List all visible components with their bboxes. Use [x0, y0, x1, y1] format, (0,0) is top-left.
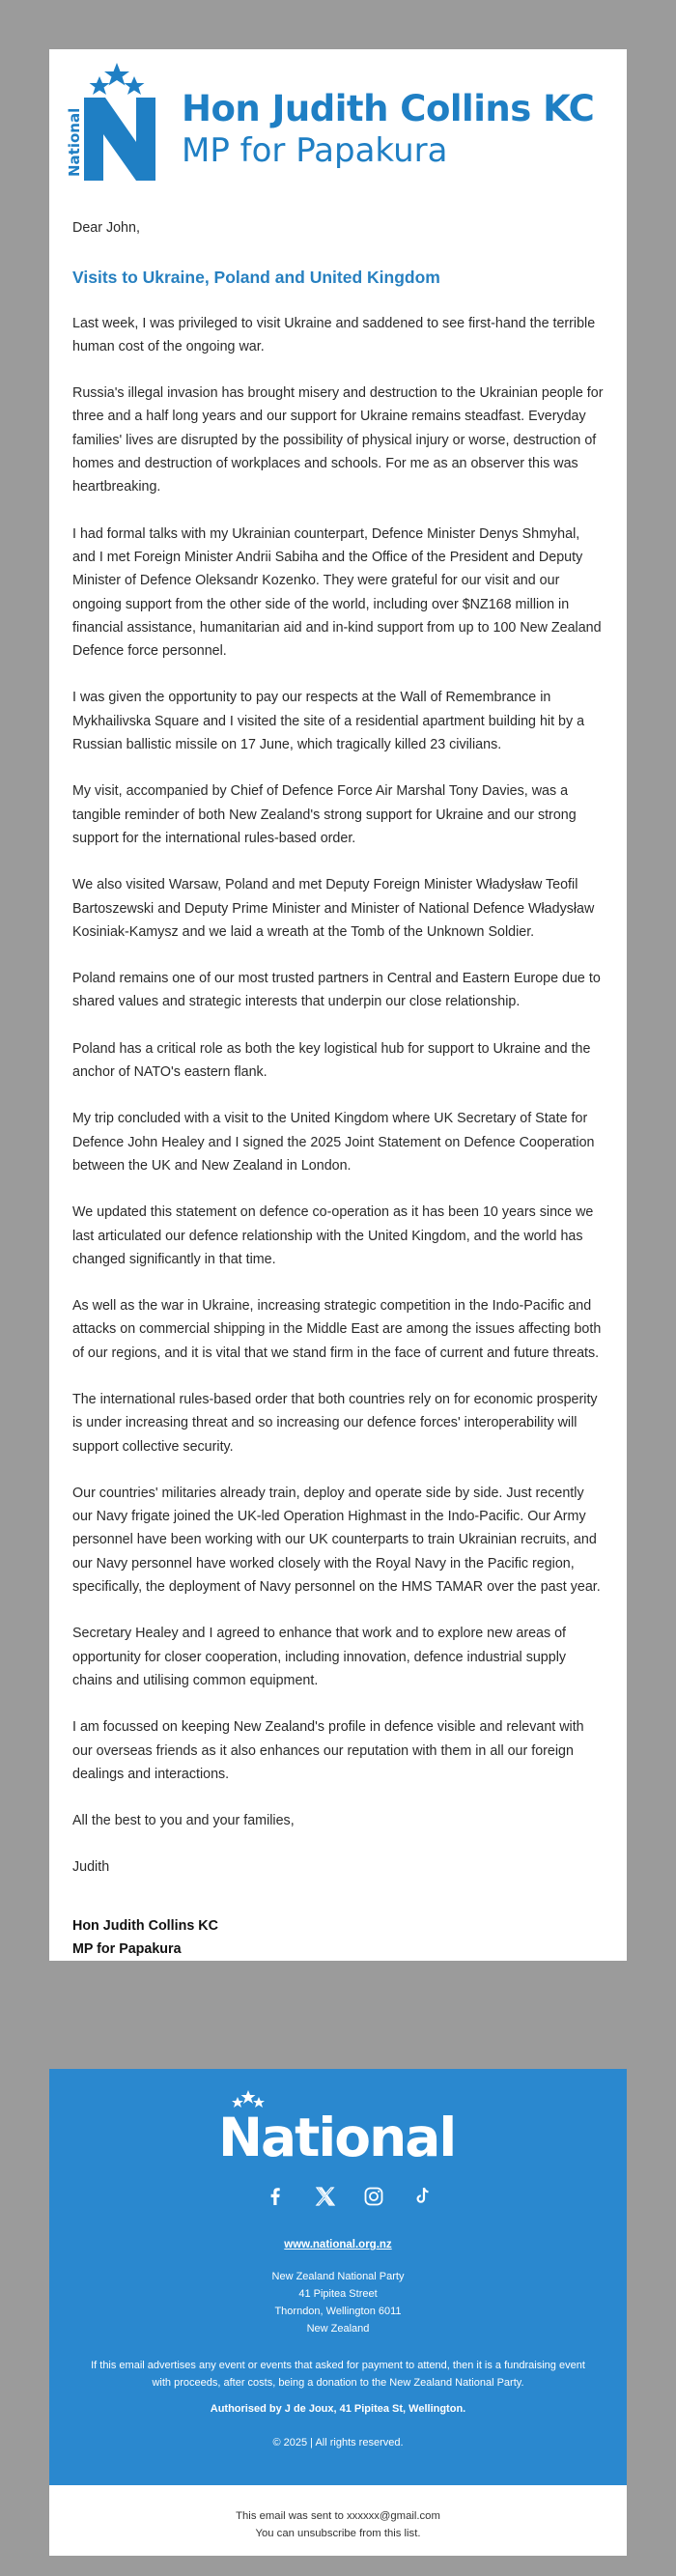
copyright: © 2025 | All rights reserved. [272, 2437, 404, 2449]
address-line: New Zealand National Party [271, 2271, 405, 2282]
signature-subtitle: MP for Papakura [72, 1941, 182, 1958]
signature-title: Hon Judith Collins KC [72, 1917, 218, 1934]
paragraph: Last week, I was privileged to visit Ukraine and saddened to see first-hand the terrible human cost of the ongoing war. [72, 315, 596, 354]
social-links [49, 2185, 627, 2208]
paragraph: Poland remains one of our most trusted partners in Central and Eastern Europe due to shared values and strategic interests that underpin our close relationship. [72, 971, 601, 1010]
paragraph: I am focussed on keeping New Zealand's profile in defence visible and relevant with our overseas friends as it also enhances our reputation with them in all our foreign dealings and interactions. [72, 1719, 584, 1782]
email-card [49, 49, 627, 1961]
address-line: New Zealand [306, 2323, 370, 2335]
salutation: Dear John, [72, 220, 140, 236]
svg-text:National: National [66, 107, 83, 177]
paragraph: Poland has a critical role as both the key logistical hub for support to Ukraine and the anchor of NATO's eastern flank. [72, 1040, 591, 1081]
authorisation-statement: Authorised by J de Joux, 41 Pipitea St, Wellington. [210, 2403, 466, 2415]
paragraph: We also visited Warsaw, Poland and met Deputy Foreign Minister Władysław Teofil Bartoszewski and Deputy Prime Minister and Minister of National Defence Władysław Kosiniak-Kamysz and we laid a wreath at the Tomb of the Unknown Soldier. [72, 877, 595, 940]
signature-name: Judith [72, 1859, 110, 1876]
letter-body [49, 187, 627, 1961]
paragraph: As well as the war in Ukraine, increasing strategic competition in the Indo-Pacific and attacks on commercial shipping in the Middle East are among the issues affecting both of our regions, and it is vital that we stand firm in the face of current and future threats. [72, 1298, 602, 1361]
paragraph: Our countries' militaries already train, deploy and operate side by side. Just recently our Navy frigate joined the UK-led Operation Highmast in the Indo-Pacific. Our Army personnel have been working with our UK counterparts to train Ukrainian recruits, and our Navy personnel have worked closely with the Royal Navy in the Pacific region, specifically, the deployment of Navy personnel on the HMS TAMAR over the past year. [72, 1485, 601, 1596]
unsubscribe-link[interactable]: You can unsubscribe from this list. [255, 2528, 421, 2539]
address-line: 41 Pipitea Street [298, 2288, 378, 2300]
facebook-icon[interactable] [264, 2185, 287, 2208]
letter-heading: Visits to Ukraine, Poland and United Kingdom [72, 268, 440, 288]
email-footer [49, 2069, 627, 2485]
paragraph: My trip concluded with a visit to the United Kingdom where UK Secretary of State for Defence John Healey and I signed the 2025 Joint Statement on Defence Cooperation between the UK and New Zealand in London. [72, 1111, 595, 1174]
unsubscribe-block [49, 2485, 627, 2556]
paragraph: I was given the opportunity to pay our respects at the Wall of Remembrance in Mykhailivska Square and I visited the site of a residential apartment building hit by a Russian ballistic missile on 17 June, which tragically killed 23 civilians. [72, 690, 585, 753]
paragraph: The international rules-based order that both countries rely on for economic prosperity is under increasing threat and so increasing our defence forces' interoperability will support collective security. [72, 1391, 598, 1455]
paragraph: We updated this statement on defence co-operation as it has been 10 years since we last articulated our defence relationship with the United Kingdom, and the world has changed significantly in that time. [72, 1204, 594, 1267]
paragraph: Russia's illegal invasion has brought misery and destruction to the Ukrainian people for three and a half long years and our support for Ukraine remains steadfast. Everyday families' lives are disrupted by the possibility of physical injury or worse, destruction of homes and destruction of workplaces and schools. For me as an observer this was heartbreaking. [72, 385, 604, 495]
party-address [49, 2268, 627, 2337]
email-header [49, 49, 627, 187]
header-subtitle: MP for Papakura [182, 131, 448, 170]
paragraph: I had formal talks with my Ukrainian counterpart, Defence Minister Denys Shmyhal, and I met Foreign Minister Andrii Sabiha and the Office of the President and Deputy Minister of Defence Oleksandr Kozenko. They were grateful for our visit and our ongoing support from the other side of the world, including over $NZ168 million in financial assistance, humanitarian aid and in-kind support from up to 100 New Zealand Defence force personnel. [72, 525, 602, 660]
address-line: Thorndon, Wellington 6011 [274, 2306, 402, 2317]
svg-text:National: National [218, 2107, 456, 2167]
national-logo [59, 63, 177, 184]
paragraph: Secretary Healey and I agreed to enhance that work and to explore new areas of opportunity for closer cooperation, including innovation, defence industrial supply chains and utilising common equipment. [72, 1626, 567, 1688]
closing: All the best to you and your families, [72, 1813, 295, 1829]
x-icon[interactable] [314, 2185, 337, 2208]
instagram-icon[interactable] [362, 2185, 385, 2208]
paragraph: My visit, accompanied by Chief of Defence Force Air Marshal Tony Davies, was a tangible reminder of both New Zealand's strong support for Ukraine and our strong support for the international rules-based order. [72, 783, 577, 846]
header-name: Hon Judith Collins KC [182, 88, 595, 129]
tiktok-icon[interactable] [410, 2185, 434, 2208]
fundraising-note: If this email advertises any event or events that asked for payment to attend, then it is a fundraising event with proceeds, after costs, being a donation to the New Zealand National Party. [91, 2360, 585, 2389]
website-link[interactable]: www.national.org.nz [284, 2239, 392, 2250]
footer-national-logo [218, 2090, 460, 2167]
sent-to-text: This email was sent to xxxxxx@gmail.com [236, 2510, 440, 2522]
